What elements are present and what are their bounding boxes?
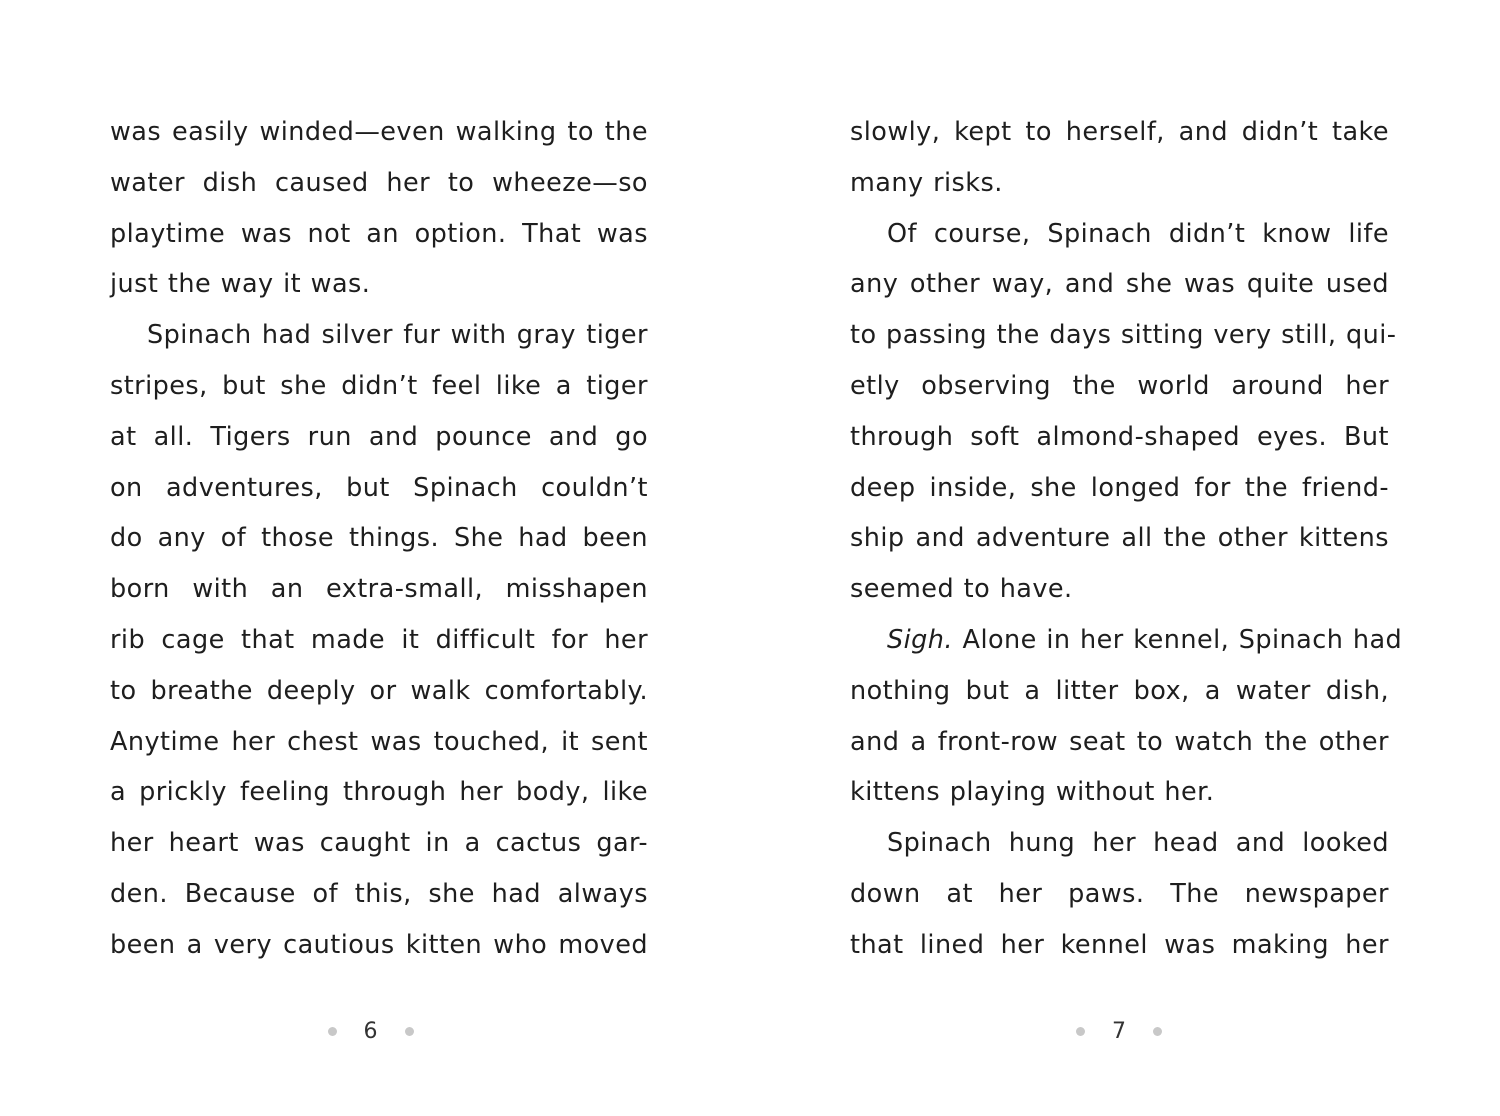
text-line: many risks. [850,167,1003,198]
text-line: water dish caused her to wheeze—so [110,167,648,198]
text-line: to passing the days sitting very still, qui- [850,320,1397,351]
text-line: at all. Tigers run and pounce and go [110,421,648,452]
left-page-body [110,107,648,971]
text-line-with-italic [850,615,1403,666]
text-line: den. Because of this, she had always [110,878,648,909]
text-line: a prickly feeling through her body, like [110,777,648,808]
folio-dot-left [1076,1027,1085,1036]
italic-word: Sigh. [887,624,953,655]
text-line: just the way it was. [110,269,371,300]
page-number: 6 [363,1018,378,1044]
text-line: nothing but a litter box, a water dish, [850,675,1389,706]
right-page-body [850,107,1403,971]
text-line: and a front-row seat to watch the other [850,726,1389,757]
text-line: etly observing the world around her [850,370,1389,401]
text-line: slowly, kept to herself, and didn’t take [850,117,1389,147]
text-line: kittens playing without her. [850,777,1215,808]
text-line: playtime was not an option. That was [110,218,648,249]
page-number: 7 [1112,1018,1126,1044]
text-line: on adventures, but Spinach couldn’t [110,472,648,503]
text-line: Anytime her chest was touched, it sent [110,726,648,757]
text-line: her heart was caught in a cactus gar- [110,828,648,859]
text-line: Spinach hung her head and looked [887,828,1389,859]
text-line: born with an extra-small, misshapen [110,574,648,605]
text-line: ship and adventure all the other kittens [850,523,1389,554]
text-line: through soft almond-shaped eyes. But [850,421,1389,452]
text-line: any other way, and she was quite used [850,269,1389,300]
text-line: do any of those things. She had been [110,523,648,554]
line-rest: Alone in her kennel, Spinach had [962,624,1403,655]
folio-dot-left [328,1027,337,1036]
text-line: that lined her kennel was making her [850,929,1389,960]
text-line: down at her paws. The newspaper [850,878,1389,909]
text-line: rib cage that made it difficult for her [110,624,648,655]
folio-dot-right [405,1027,414,1036]
text-line: was easily winded—even walking to the [110,117,648,147]
page-footer [744,1013,1494,1049]
text-line: seemed to have. [850,574,1073,605]
text-line: Spinach had silver fur with gray tiger [147,320,648,351]
text-line: deep inside, she longed for the friend- [850,472,1389,503]
right-page [750,0,1500,1116]
text-line: stripes, but she didn’t feel like a tiger [110,370,648,401]
folio-dot-right [1153,1027,1162,1036]
text-line: Of course, Spinach didn’t know life [887,218,1389,249]
text-line: to breathe deeply or walk comfortably. [110,675,648,706]
text-line: been a very cautious kitten who moved [110,929,648,960]
page-footer [0,1013,742,1049]
